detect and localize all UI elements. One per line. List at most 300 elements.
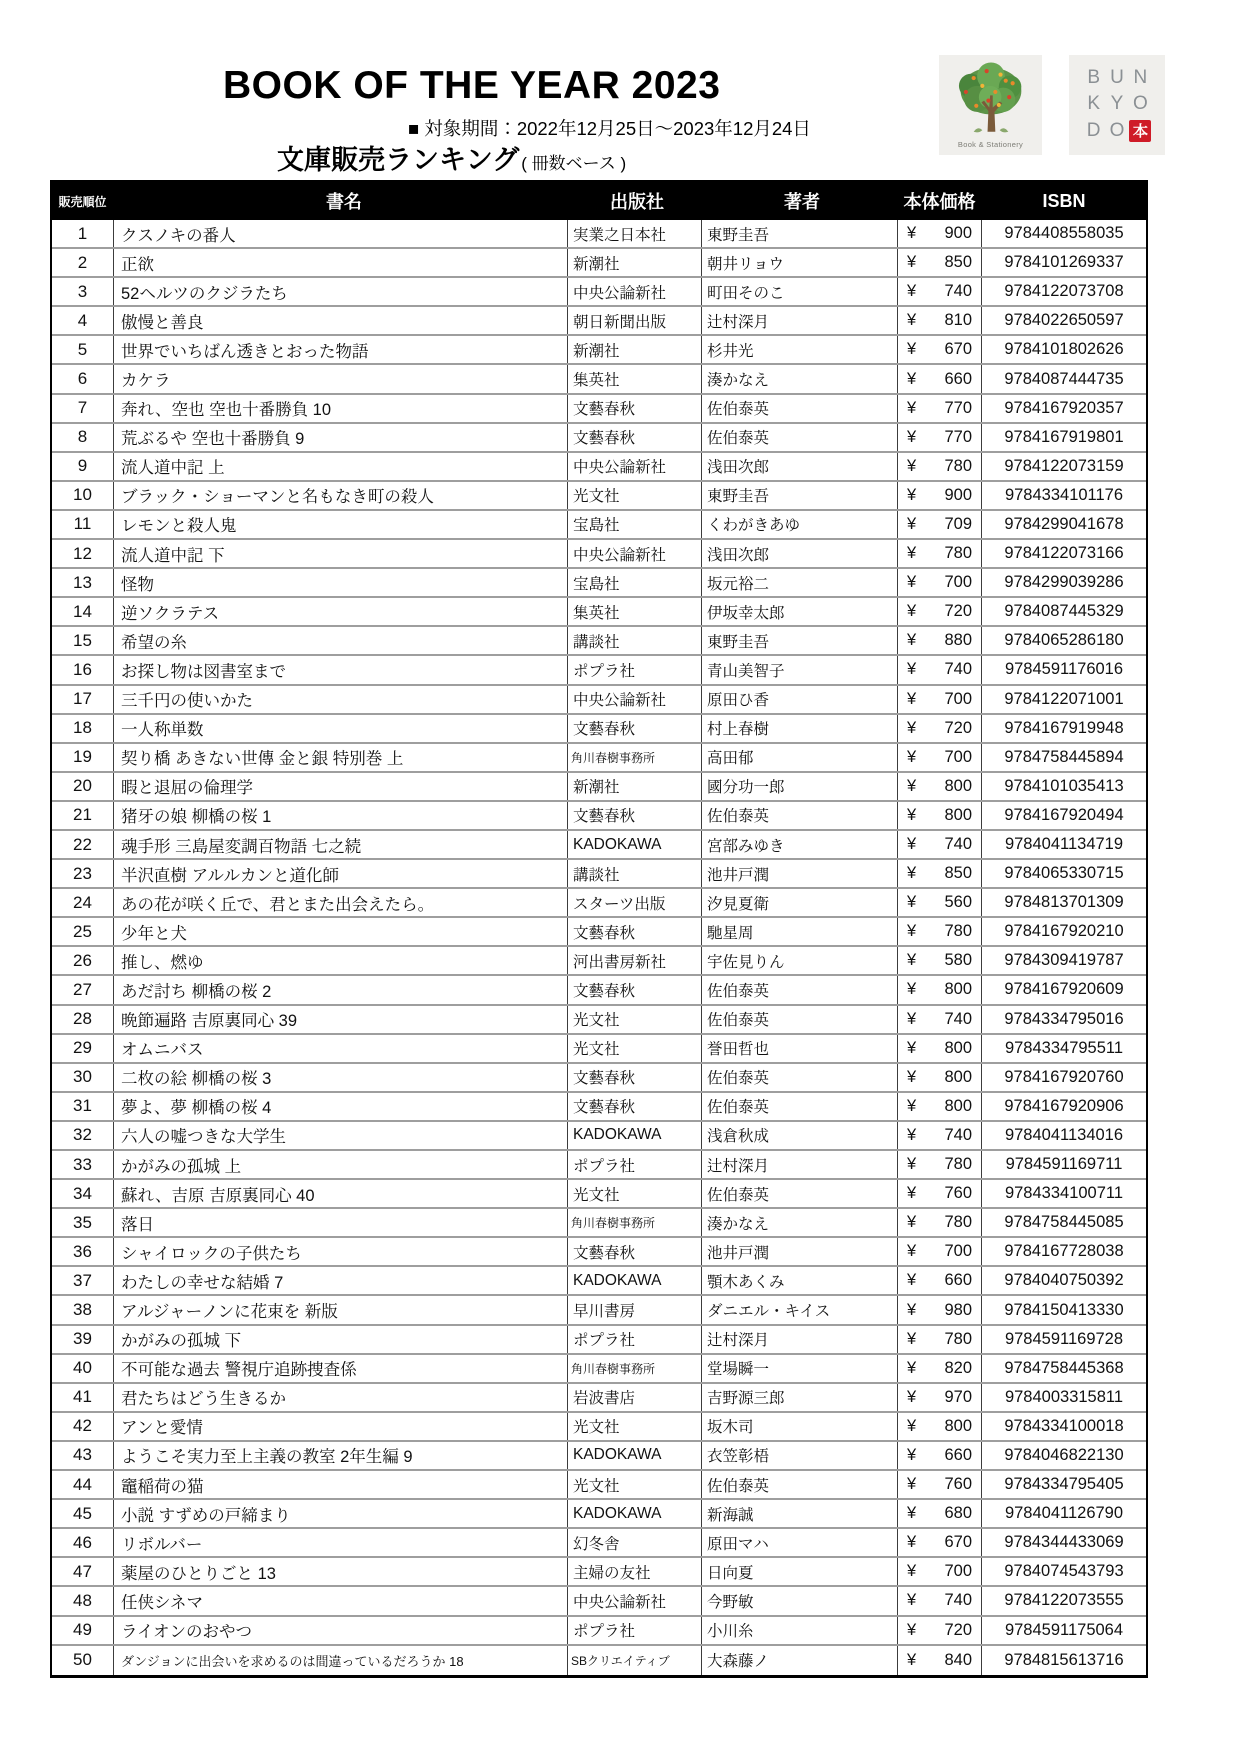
price-value: 740 — [944, 1009, 972, 1028]
rank-cell: 39 — [52, 1326, 114, 1353]
table-row — [52, 482, 1146, 511]
price-value: 780 — [944, 456, 972, 475]
author-cell: 辻村深月 — [702, 1326, 898, 1353]
author-cell: 佐伯泰英 — [702, 1093, 898, 1120]
author-cell: 新海誠 — [702, 1500, 898, 1527]
price-value: 740 — [944, 282, 972, 301]
price-cell — [898, 1646, 982, 1675]
price-currency: ¥ — [907, 1387, 917, 1406]
price-value: 820 — [944, 1358, 972, 1377]
title-cell: 逆ソクラテス — [114, 598, 568, 625]
price-cell — [898, 744, 982, 771]
title-cell: ダンジョンに出会いを求めるのは間違っているだろうか 18 — [114, 1646, 568, 1675]
price-value: 670 — [944, 340, 972, 359]
price-value: 800 — [944, 805, 972, 824]
title-cell: 小説 すずめの戸締まり — [114, 1500, 568, 1527]
rank-cell: 42 — [52, 1413, 114, 1440]
isbn-cell: 9784334795511 — [1004, 1038, 1124, 1057]
publisher-cell: 文藝春秋 — [568, 395, 702, 422]
price-currency: ¥ — [907, 224, 917, 243]
rank-cell: 20 — [52, 773, 114, 800]
isbn-cell: 9784003315811 — [1004, 1387, 1124, 1406]
price-cell — [898, 540, 982, 567]
publisher-cell: KADOKAWA — [568, 1442, 702, 1469]
price-value: 700 — [944, 747, 972, 766]
price-value: 700 — [944, 689, 972, 708]
isbn-cell: 9784591176016 — [1004, 660, 1124, 679]
ranking-table — [50, 180, 1148, 1678]
price-cell — [898, 598, 982, 625]
price-value: 810 — [944, 311, 972, 330]
title-cell: 魂手形 三島屋変調百物語 七之続 — [114, 831, 568, 858]
author-cell: 浅田次郎 — [702, 540, 898, 567]
rank-cell: 8 — [52, 424, 114, 451]
publisher-cell: ポプラ社 — [568, 656, 702, 683]
publisher-cell: 岩波書店 — [568, 1384, 702, 1411]
title-cell: ようこそ実力至上主義の教室 2年生編 9 — [114, 1442, 568, 1469]
isbn-cell: 9784815613716 — [1004, 1650, 1124, 1669]
isbn-cell: 9784101802626 — [1004, 340, 1124, 359]
price-value: 780 — [944, 1213, 972, 1232]
publisher-cell: ポプラ社 — [568, 1151, 702, 1178]
table-row — [52, 1267, 1146, 1296]
price-value: 800 — [944, 776, 972, 795]
title-cell: 怪物 — [114, 569, 568, 596]
isbn-cell: 9784813701309 — [1004, 893, 1124, 912]
table-row — [52, 1529, 1146, 1558]
price-currency: ¥ — [907, 893, 917, 912]
price-currency: ¥ — [907, 1271, 917, 1290]
title-cell: 傲慢と善良 — [114, 307, 568, 334]
price-value: 800 — [944, 1067, 972, 1086]
title-cell: 三千円の使いかた — [114, 686, 568, 713]
price-cell — [898, 1267, 982, 1294]
table-row — [52, 773, 1146, 802]
subtitle-line — [277, 138, 626, 177]
column-header-publisher: 出版社 — [568, 182, 702, 220]
price-cell — [898, 511, 982, 538]
table-row — [52, 220, 1146, 249]
table-body — [52, 220, 1146, 1675]
price-value: 700 — [944, 1242, 972, 1261]
price-value: 680 — [944, 1504, 972, 1523]
rank-cell: 33 — [52, 1151, 114, 1178]
price-currency: ¥ — [907, 835, 917, 854]
price-cell — [898, 1500, 982, 1527]
title-cell: 不可能な過去 警視庁追跡捜査係 — [114, 1355, 568, 1382]
title-cell: 落日 — [114, 1209, 568, 1236]
title-cell: リボルバー — [114, 1529, 568, 1556]
price-currency: ¥ — [907, 602, 917, 621]
title-cell: 希望の糸 — [114, 627, 568, 654]
publisher-cell: 光文社 — [568, 1035, 702, 1062]
table-row — [52, 715, 1146, 744]
publisher-cell: 新潮社 — [568, 773, 702, 800]
publisher-cell: 文藝春秋 — [568, 1238, 702, 1265]
price-cell — [898, 1209, 982, 1236]
price-value: 720 — [944, 718, 972, 737]
isbn-cell: 9784041134719 — [1004, 835, 1124, 854]
column-header-isbn: ISBN — [1042, 190, 1086, 211]
rank-cell: 43 — [52, 1442, 114, 1469]
price-currency: ¥ — [907, 340, 917, 359]
price-cell — [898, 1442, 982, 1469]
table-row — [52, 947, 1146, 976]
rank-cell: 24 — [52, 889, 114, 916]
table-row — [52, 336, 1146, 365]
publisher-cell: SBクリエイティブ — [568, 1646, 702, 1675]
table-row — [52, 889, 1146, 918]
price-cell — [898, 424, 982, 451]
bunkyodo-logo — [1069, 55, 1165, 155]
publisher-cell: ポプラ社 — [568, 1617, 702, 1644]
price-cell — [898, 918, 982, 945]
price-currency: ¥ — [907, 573, 917, 592]
isbn-cell: 9784334100711 — [1004, 1184, 1124, 1203]
table-row — [52, 1151, 1146, 1180]
price-value: 850 — [944, 253, 972, 272]
author-cell: 堂場瞬一 — [702, 1355, 898, 1382]
rank-cell: 9 — [52, 453, 114, 480]
rank-cell: 45 — [52, 1500, 114, 1527]
rank-cell: 18 — [52, 715, 114, 742]
author-cell: 宇佐見りん — [702, 947, 898, 974]
rank-cell: 48 — [52, 1587, 114, 1614]
author-cell: 朝井リョウ — [702, 249, 898, 276]
isbn-cell: 9784334100018 — [1004, 1416, 1124, 1435]
title-cell: 推し、燃ゆ — [114, 947, 568, 974]
price-cell — [898, 627, 982, 654]
price-currency: ¥ — [907, 1184, 917, 1203]
table-row — [52, 656, 1146, 685]
price-currency: ¥ — [907, 1009, 917, 1028]
table-row — [52, 627, 1146, 656]
publisher-cell: 中央公論新社 — [568, 686, 702, 713]
isbn-cell: 9784309419787 — [1004, 951, 1124, 970]
brand-letter: K — [1087, 92, 1100, 114]
author-cell: 今野敏 — [702, 1587, 898, 1614]
price-cell — [898, 831, 982, 858]
rank-cell: 19 — [52, 744, 114, 771]
table-row — [52, 1093, 1146, 1122]
author-cell: くわがきあゆ — [702, 511, 898, 538]
author-cell: 青山美智子 — [702, 656, 898, 683]
isbn-cell: 9784074543793 — [1004, 1562, 1124, 1581]
author-cell: 日向夏 — [702, 1558, 898, 1585]
price-currency: ¥ — [907, 631, 917, 650]
title-cell: 半沢直樹 アルルカンと道化師 — [114, 860, 568, 887]
publisher-cell: スターツ出版 — [568, 889, 702, 916]
author-cell: 東野圭吾 — [702, 482, 898, 509]
isbn-cell: 9784334795016 — [1004, 1009, 1124, 1028]
publisher-cell: 角川春樹事務所 — [568, 1209, 702, 1236]
author-cell: 伊坂幸太郎 — [702, 598, 898, 625]
isbn-cell: 9784167919801 — [1004, 427, 1124, 446]
price-cell — [898, 1035, 982, 1062]
table-row — [52, 511, 1146, 540]
title-cell: 荒ぶるや 空也十番勝負 9 — [114, 424, 568, 451]
rank-cell: 46 — [52, 1529, 114, 1556]
rank-cell: 29 — [52, 1035, 114, 1062]
brand-mark-hon: 本 — [1129, 120, 1151, 142]
isbn-cell: 9784299039286 — [1004, 573, 1124, 592]
price-cell — [898, 976, 982, 1003]
title-cell: あだ討ち 柳橋の桜 2 — [114, 976, 568, 1003]
price-cell — [898, 947, 982, 974]
title-cell: 六人の嘘つきな大学生 — [114, 1122, 568, 1149]
title-cell: 契り橋 あきない世傳 金と銀 特別巻 上 — [114, 744, 568, 771]
publisher-cell: 光文社 — [568, 1471, 702, 1498]
price-currency: ¥ — [907, 1445, 917, 1464]
rank-cell: 1 — [52, 220, 114, 247]
rank-cell: 10 — [52, 482, 114, 509]
author-cell: 池井戸潤 — [702, 1238, 898, 1265]
brand-letter: O — [1109, 120, 1125, 142]
rank-cell: 30 — [52, 1064, 114, 1091]
isbn-cell: 9784167920357 — [1004, 398, 1124, 417]
price-currency: ¥ — [907, 1329, 917, 1348]
price-value: 660 — [944, 1271, 972, 1290]
publisher-cell: 角川春樹事務所 — [568, 1355, 702, 1382]
price-currency: ¥ — [907, 1067, 917, 1086]
price-cell — [898, 453, 982, 480]
table-row — [52, 307, 1146, 336]
table-row — [52, 1180, 1146, 1209]
publisher-cell: 文藝春秋 — [568, 918, 702, 945]
isbn-cell: 9784122073159 — [1004, 456, 1124, 475]
price-currency: ¥ — [907, 1475, 917, 1494]
table-row — [52, 1006, 1146, 1035]
price-cell — [898, 365, 982, 392]
price-currency: ¥ — [907, 1242, 917, 1261]
rank-cell: 40 — [52, 1355, 114, 1382]
rank-cell: 35 — [52, 1209, 114, 1236]
author-cell: 小川糸 — [702, 1617, 898, 1644]
author-cell: 衣笠彰梧 — [702, 1442, 898, 1469]
price-cell — [898, 1093, 982, 1120]
publisher-cell: 光文社 — [568, 1180, 702, 1207]
isbn-cell: 9784758445894 — [1004, 747, 1124, 766]
publisher-cell: 講談社 — [568, 627, 702, 654]
price-currency: ¥ — [907, 544, 917, 563]
price-value: 800 — [944, 1416, 972, 1435]
price-value: 670 — [944, 1533, 972, 1552]
author-cell: ダニエル・キイス — [702, 1296, 898, 1323]
author-cell: 吉野源三郎 — [702, 1384, 898, 1411]
isbn-cell: 9784167920906 — [1004, 1096, 1124, 1115]
price-value: 900 — [944, 224, 972, 243]
publisher-cell: KADOKAWA — [568, 1267, 702, 1294]
table-row — [52, 249, 1146, 278]
price-cell — [898, 686, 982, 713]
column-header-author: 著者 — [702, 182, 898, 220]
author-cell: 佐伯泰英 — [702, 802, 898, 829]
price-currency: ¥ — [907, 776, 917, 795]
author-cell: 原田マハ — [702, 1529, 898, 1556]
rank-cell: 44 — [52, 1471, 114, 1498]
price-currency: ¥ — [907, 1533, 917, 1552]
price-currency: ¥ — [907, 311, 917, 330]
title-cell: あの花が咲く丘で、君とまた出会えたら。 — [114, 889, 568, 916]
brand-letter: N — [1133, 67, 1148, 89]
price-cell — [898, 395, 982, 422]
publisher-cell: 主婦の友社 — [568, 1558, 702, 1585]
rank-cell: 31 — [52, 1093, 114, 1120]
bookstore-logo-caption: Book & Stationery — [957, 140, 1024, 149]
title-cell: 暇と退屈の倫理学 — [114, 773, 568, 800]
title-cell: 二枚の絵 柳橋の桜 3 — [114, 1064, 568, 1091]
rank-cell: 37 — [52, 1267, 114, 1294]
publisher-cell: 新潮社 — [568, 249, 702, 276]
rank-cell: 41 — [52, 1384, 114, 1411]
tree-icon — [947, 59, 1035, 137]
table-row — [52, 1326, 1146, 1355]
price-cell — [898, 1296, 982, 1323]
ranking-subtitle-note: ( 冊数ベース ) — [521, 154, 627, 173]
table-row — [52, 278, 1146, 307]
title-cell: かがみの孤城 下 — [114, 1326, 568, 1353]
price-value: 800 — [944, 980, 972, 999]
isbn-cell: 9784758445368 — [1004, 1358, 1124, 1377]
author-cell: 佐伯泰英 — [702, 1064, 898, 1091]
table-row — [52, 918, 1146, 947]
price-cell — [898, 278, 982, 305]
price-value: 580 — [944, 951, 972, 970]
price-cell — [898, 1587, 982, 1614]
price-currency: ¥ — [907, 718, 917, 737]
price-cell — [898, 1355, 982, 1382]
isbn-cell: 9784065330715 — [1004, 864, 1124, 883]
title-cell: クスノキの番人 — [114, 220, 568, 247]
price-cell — [898, 307, 982, 334]
rank-cell: 13 — [52, 569, 114, 596]
price-cell — [898, 1529, 982, 1556]
table-row — [52, 860, 1146, 889]
price-currency: ¥ — [907, 1591, 917, 1610]
publisher-cell: 光文社 — [568, 1006, 702, 1033]
publisher-cell: 文藝春秋 — [568, 802, 702, 829]
isbn-cell: 9784122071001 — [1004, 689, 1124, 708]
title-cell: 蘇れ、吉原 吉原裏同心 40 — [114, 1180, 568, 1207]
title-cell: かがみの孤城 上 — [114, 1151, 568, 1178]
author-cell: 町田そのこ — [702, 278, 898, 305]
table-row — [52, 1413, 1146, 1442]
price-currency: ¥ — [907, 805, 917, 824]
author-cell: 辻村深月 — [702, 1151, 898, 1178]
isbn-cell: 9784150413330 — [1004, 1300, 1124, 1319]
price-currency: ¥ — [907, 485, 917, 504]
price-currency: ¥ — [907, 456, 917, 475]
rank-cell: 47 — [52, 1558, 114, 1585]
price-cell — [898, 656, 982, 683]
rank-cell: 23 — [52, 860, 114, 887]
table-row — [52, 395, 1146, 424]
publisher-cell: 光文社 — [568, 482, 702, 509]
publisher-cell: 幻冬舎 — [568, 1529, 702, 1556]
title-cell: アルジャーノンに花束を 新版 — [114, 1296, 568, 1323]
table-row — [52, 1064, 1146, 1093]
price-currency: ¥ — [907, 660, 917, 679]
price-currency: ¥ — [907, 369, 917, 388]
price-currency: ¥ — [907, 1358, 917, 1377]
author-cell: 浅田次郎 — [702, 453, 898, 480]
rank-cell: 21 — [52, 802, 114, 829]
brand-letter: D — [1086, 120, 1101, 142]
author-cell: 原田ひ香 — [702, 686, 898, 713]
price-value: 800 — [944, 1096, 972, 1115]
table-row — [52, 569, 1146, 598]
price-value: 770 — [944, 427, 972, 446]
publisher-cell: 文藝春秋 — [568, 1093, 702, 1120]
table-row — [52, 365, 1146, 394]
title-cell: 竈稲荷の猫 — [114, 1471, 568, 1498]
price-cell — [898, 1558, 982, 1585]
period-text: ■ 対象期間：2022年12月25日～2023年12月24日 — [408, 118, 811, 139]
price-value: 709 — [944, 514, 972, 533]
price-value: 740 — [944, 1125, 972, 1144]
author-cell: 湊かなえ — [702, 1209, 898, 1236]
title-cell: アンと愛情 — [114, 1413, 568, 1440]
author-cell: 顎木あくみ — [702, 1267, 898, 1294]
price-currency: ¥ — [907, 1125, 917, 1144]
title-cell: 任侠シネマ — [114, 1587, 568, 1614]
publisher-cell: 早川書房 — [568, 1296, 702, 1323]
publisher-cell: 文藝春秋 — [568, 424, 702, 451]
price-value: 700 — [944, 573, 972, 592]
price-value: 840 — [944, 1650, 972, 1669]
price-currency: ¥ — [907, 1562, 917, 1581]
isbn-cell: 9784334795405 — [1004, 1475, 1124, 1494]
rank-cell: 12 — [52, 540, 114, 567]
price-value: 740 — [944, 1591, 972, 1610]
publisher-cell: 文藝春秋 — [568, 1064, 702, 1091]
title-cell: 52ヘルツのクジラたち — [114, 278, 568, 305]
table-row — [52, 802, 1146, 831]
publisher-cell: 中央公論新社 — [568, 1587, 702, 1614]
publisher-cell: KADOKAWA — [568, 1122, 702, 1149]
table-row — [52, 540, 1146, 569]
table-row — [52, 831, 1146, 860]
publisher-cell: 光文社 — [568, 1413, 702, 1440]
author-cell: 國分功一郎 — [702, 773, 898, 800]
title-cell: 正欲 — [114, 249, 568, 276]
rank-cell: 25 — [52, 918, 114, 945]
rank-cell: 22 — [52, 831, 114, 858]
isbn-cell: 9784167919948 — [1004, 718, 1124, 737]
price-cell — [898, 1471, 982, 1498]
publisher-cell: 中央公論新社 — [568, 453, 702, 480]
rank-cell: 17 — [52, 686, 114, 713]
price-value: 780 — [944, 1329, 972, 1348]
publisher-cell: 実業之日本社 — [568, 220, 702, 247]
publisher-cell: 中央公論新社 — [568, 540, 702, 567]
price-value: 720 — [944, 1620, 972, 1639]
author-cell: 浅倉秋成 — [702, 1122, 898, 1149]
price-cell — [898, 773, 982, 800]
title-cell: ブラック・ショーマンと名もなき町の殺人 — [114, 482, 568, 509]
price-cell — [898, 336, 982, 363]
rank-cell: 26 — [52, 947, 114, 974]
publisher-cell: KADOKAWA — [568, 1500, 702, 1527]
isbn-cell: 9784167920210 — [1004, 922, 1124, 941]
price-value: 780 — [944, 922, 972, 941]
rank-cell: 6 — [52, 365, 114, 392]
table-row — [52, 976, 1146, 1005]
isbn-cell: 9784041126790 — [1004, 1504, 1124, 1523]
title-cell: 夢よ、夢 柳橋の桜 4 — [114, 1093, 568, 1120]
isbn-cell: 9784408558035 — [1004, 224, 1124, 243]
table-row — [52, 1558, 1146, 1587]
